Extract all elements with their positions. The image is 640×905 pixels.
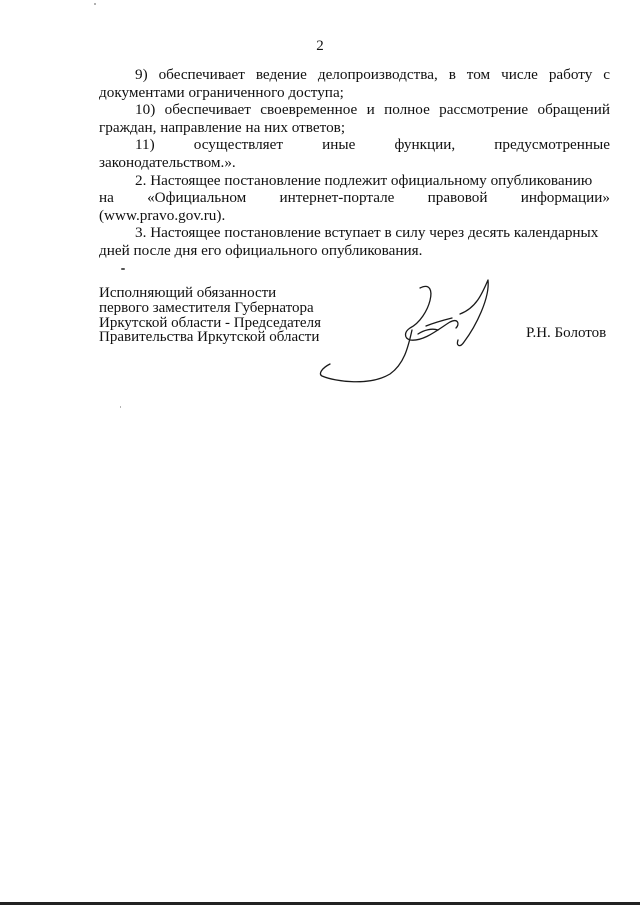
handwritten-signature: [300, 268, 500, 388]
word: и: [366, 101, 375, 119]
word: ведение: [255, 66, 307, 83]
paragraph-item-9-line-2: документами ограниченного доступа;: [99, 83, 344, 101]
paragraph-point-3-line-1: 3. Настоящее постановление вступает в силу через десять календарных: [135, 224, 599, 242]
paragraph-point-3: [99, 224, 610, 259]
word: полное: [384, 101, 430, 119]
document-body: [99, 66, 610, 260]
word: функции,: [394, 136, 456, 154]
paragraph-point-2: [99, 172, 610, 225]
word: осуществляет: [193, 136, 284, 154]
word: рассмотрение: [439, 101, 529, 119]
word: том: [466, 66, 491, 83]
paragraph-point-2-line-2: [99, 189, 610, 207]
signatory-title-line: первого заместителя Губернатора: [99, 299, 314, 316]
word: правовой: [427, 189, 488, 207]
scan-speck: [94, 3, 96, 5]
word: работу: [548, 66, 593, 83]
paragraph-item-10-line-2: граждан, направление на них ответов;: [99, 118, 346, 136]
paragraph-item-11-line-2: законодательством.».: [99, 153, 236, 171]
word: обеспечивает: [164, 101, 251, 119]
scan-speck: [121, 268, 125, 270]
scan-speck: [120, 406, 121, 408]
paragraph-item-11-line-1: [99, 136, 610, 154]
word: обеспечивает: [158, 66, 245, 83]
word: информации»: [520, 189, 610, 207]
word: своевременное: [260, 101, 358, 119]
word: иные: [322, 136, 356, 154]
word: «Официальном: [147, 189, 247, 207]
paragraph-point-2-line-3: (www.pravo.gov.ru).: [99, 206, 226, 224]
word: на: [99, 189, 114, 207]
paragraph-point-3-line-2: дней после дня его официального опубликования.: [99, 241, 423, 259]
word: числе: [501, 66, 538, 83]
word: обращений: [537, 101, 610, 119]
paragraph-item-11: [99, 136, 610, 171]
word: делопроизводства,: [317, 66, 438, 83]
signatory-title-line: Иркутской области - Председателя: [99, 314, 321, 331]
word: 9): [135, 66, 148, 83]
paragraph-item-9: [99, 66, 610, 101]
page-number: 2: [316, 38, 324, 54]
word: с: [603, 66, 610, 83]
signatory-title-line: Правительства Иркутской области: [99, 329, 320, 346]
signatory-name: Р.Н. Болотов: [526, 325, 607, 341]
word: 11): [135, 136, 155, 154]
word: в: [448, 66, 456, 83]
word: предусмотренные: [494, 136, 610, 154]
paragraph-item-10-line-1: [99, 101, 610, 119]
paragraph-item-9-line-1: [99, 66, 610, 84]
word: 10): [135, 101, 156, 119]
word: интернет-портале: [279, 189, 395, 207]
signatory-title-line: Исполняющий обязанности: [99, 285, 277, 301]
paragraph-point-2-line-1: 2. Настоящее постановление подлежит официальному опубликованию: [135, 171, 593, 189]
signatory-title: [99, 286, 321, 345]
paragraph-item-10: [99, 101, 610, 136]
